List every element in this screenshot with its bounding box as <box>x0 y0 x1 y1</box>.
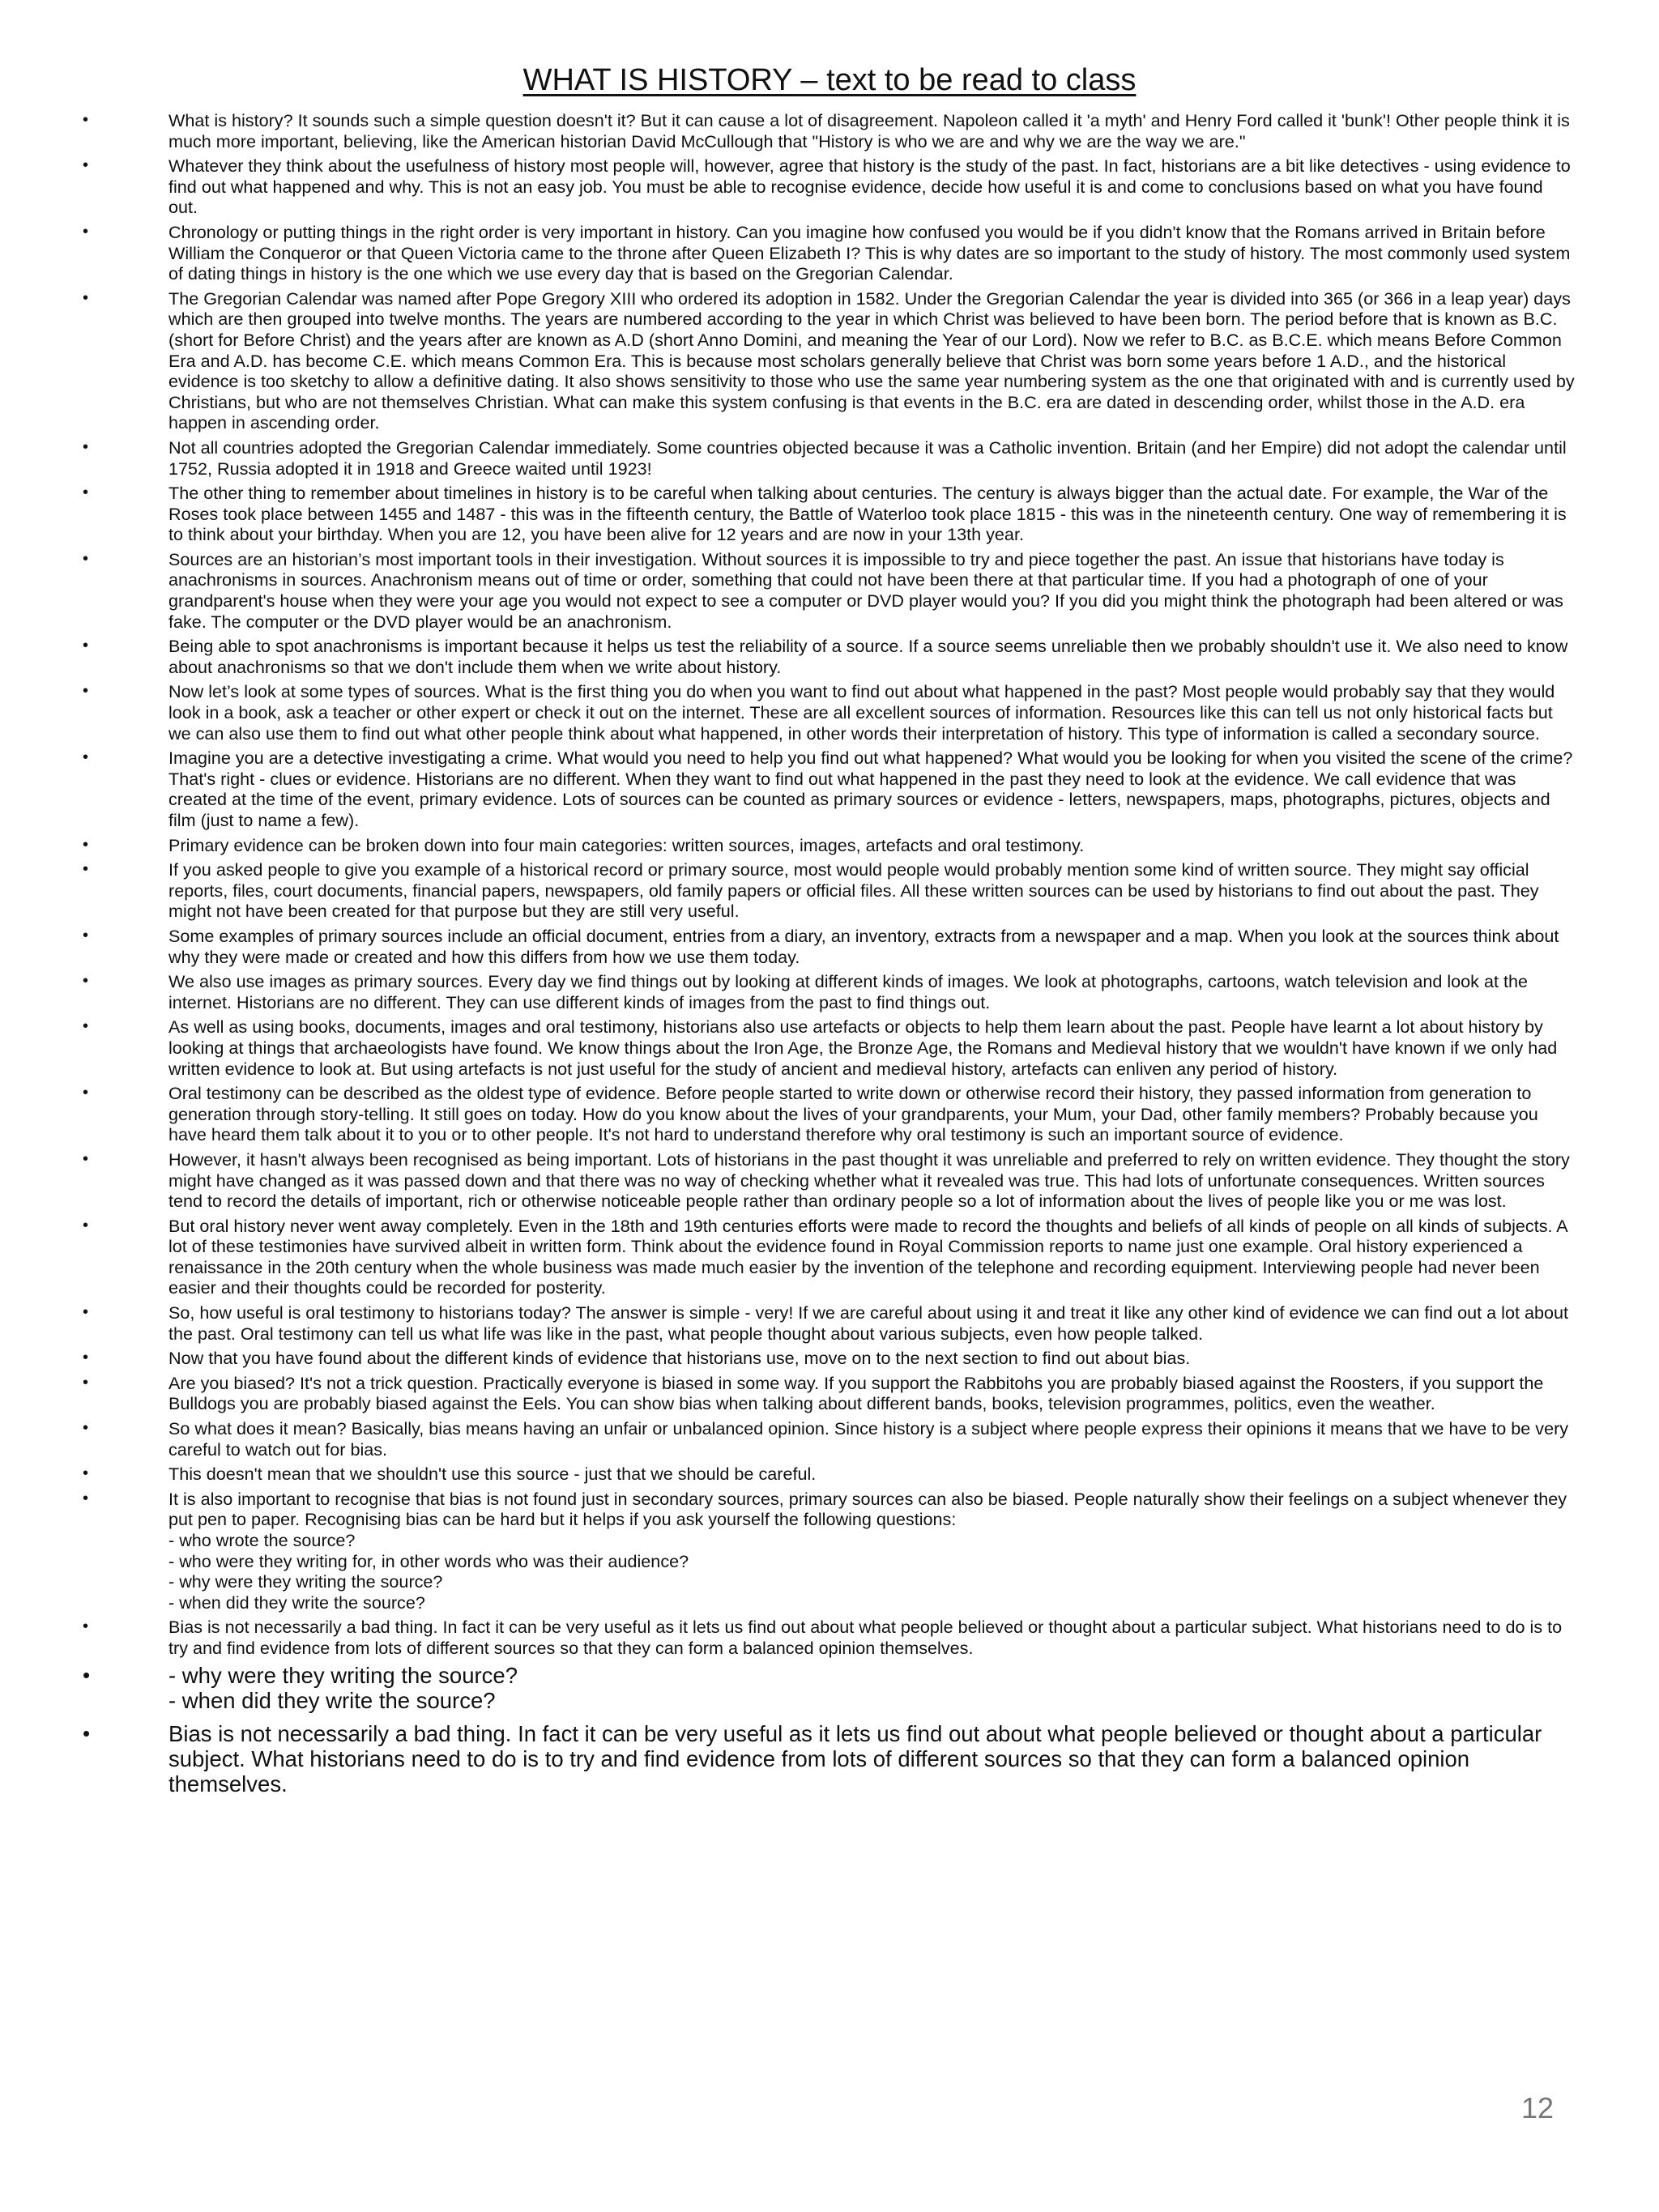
bullet-icon: • <box>83 637 89 655</box>
list-item <box>0 748 1659 830</box>
bullet-icon: • <box>83 1419 89 1438</box>
paragraph-text: Chronology or putting things in the right order is very important in history. Can you imagine how confused you would be if you didn't know that the Romans arrived in Britain before William the Conqueror or that Queen Victoria came to the throne after Queen Elizabeth I? This is why dates are so important to the study of history. The most commonly used system of dating things in history is the one which we use every day that is based on the Gregorian Calendar. <box>168 221 1571 284</box>
paragraph-text: Sources are an historian’s most important tools in their investigation. Without sources it is impossible to try and piece together the past. An issue that historians have today is anachronisms in sources. Anachronism means out of time or order, something that could not have been there at that particular time. If you had a photograph of one of your grandparent's house when they were your age you would not expect to see a computer or DVD player would you? If you did you might think the photograph had been altered or was fake. The computer or the DVD player would be an anachronism. <box>168 548 1563 632</box>
page-title: WHAT IS HISTORY – text to be read to class <box>522 63 1137 97</box>
list-item <box>0 1721 1659 1796</box>
list-item <box>0 156 1659 218</box>
list-item <box>0 681 1659 744</box>
list-item <box>0 1216 1659 1298</box>
paragraph-text: What is history? It sounds such a simple question doesn't it? But it can cause a lot of disagreement. Napoleon called it 'a myth' and Henry Ford called it 'bunk'! Other people think it is much more important, believing, like the American historian David McCullough that "History is who we are and why we are the way we are." <box>168 110 1570 151</box>
bullet-icon: • <box>83 437 89 456</box>
list-item <box>0 926 1659 967</box>
paragraph-text: As well as using books, documents, images and oral testimony, historians also use artefacts or objects to help them learn about the past. People have learnt a lot about history by looking at things that archaeologists have found. We know things about the Iron Age, the Bronze Age, the Romans and Medieval history that we wouldn't have known if we only had written evidence to look at. But using artefacts is not just useful for the study of ancient and medieval history, artefacts can enliven any period of history. <box>168 1016 1558 1079</box>
bullet-icon: • <box>83 1349 89 1367</box>
paragraph-text: This doesn't mean that we shouldn't use this source - just that we should be careful. <box>168 1464 817 1485</box>
paragraph-text: Being able to spot anachronisms is important because it helps us test the reliability of a source. If a source seems unreliable then we probably shouldn't use it. We also need to know about anachronisms so that we don't include them when we write about history. <box>168 636 1568 677</box>
bullet-icon: • <box>83 1017 89 1036</box>
paragraph-text: The other thing to remember about timelines in history is to be careful when talking about centuries. The century is always bigger than the actual date. For example, the War of the Roses took place between 1455 and 1487 - this was in the fifteenth century, the Battle of Waterloo took place 1815 - this was in the nineteenth century. One way of remembering it is to think about your birthday. When you are 12, you have been alive for 12 years and are now in your 13th year. <box>168 483 1567 545</box>
paragraph-text: So, how useful is oral testimony to historians today? The answer is simple - very! If we are careful about using it and treat it like any other kind of evidence we can find out a lot about the past. Oral testimony can tell us what life was like in the past, what people thought about various subjects, even how people talked. <box>168 1302 1569 1344</box>
paragraph-text: Not all countries adopted the Gregorian Calendar immediately. Some countries objected because it was a Catholic invention. Britain (and her Empire) did not adopt the calendar until 1752, Russia adopted it in 1918 and Greece waited until 1923! <box>168 437 1567 479</box>
bullet-icon: • <box>83 1303 89 1322</box>
bullet-icon: • <box>83 972 89 991</box>
bullet-icon: • <box>83 748 89 767</box>
paragraph-text: Bias is not necessarily a bad thing. In fact it can be very useful as it lets us find out about what people believed or thought about a particular subject. What historians need to do is to try and find evidence from lots of different sources so that they can form a balanced opinion themselves. <box>168 1617 1563 1658</box>
bullet-icon: • <box>83 682 89 701</box>
paragraph-text: Whatever they think about the usefulness of history most people will, however, agree that history is the study of the past. In fact, historians are a bit like detectives - using evidence to find out what happened and why. This is not an easy job. You must be able to recognise evidence, decide how useful it is and come to conclusions based on what you have found out. <box>168 156 1571 218</box>
list-item <box>0 1464 1659 1485</box>
list-item <box>0 222 1659 284</box>
list-item <box>0 1418 1659 1460</box>
list-item <box>0 835 1659 856</box>
bullet-icon: • <box>83 222 89 241</box>
list-item <box>0 636 1659 677</box>
paragraph-text: Some examples of primary sources include an official document, entries from a diary, an inventory, extracts from a newspaper and a map. When you look at the sources think about why they were made or created and how this differs from how we use them today. <box>168 925 1559 967</box>
paragraph-text: - why were they writing the source? - when did they write the source? <box>168 1662 518 1713</box>
paragraph-text: We also use images as primary sources. Every day we find things out by looking at different kinds of images. We look at photographs, cartoons, watch television and look at the internet. Historians are no different. They can use different kinds of images from the past to find things out. <box>168 971 1529 1012</box>
paragraph-text: Now that you have found about the different kinds of evidence that historians use, move on to the next section to find out about bias. <box>168 1348 1191 1369</box>
bullet-icon: • <box>83 111 89 129</box>
paragraph-text: Oral testimony can be described as the oldest type of evidence. Before people started to write down or otherwise record their history, they passed information from generation to generation through story-telling. It still goes on today. How do you know about the lives of your grandparents, your Mum, your Dad, other family members? Probably because you have heard them talk about it to you or to other people. It's not hard to understand therefore why oral testimony is such an important source of evidence. <box>168 1083 1538 1145</box>
bullet-icon: • <box>83 860 89 879</box>
page-number: 12 <box>1520 2091 1554 2125</box>
list-item <box>0 859 1659 922</box>
paragraph-text: Primary evidence can be broken down into four main categories: written sources, images, artefacts and oral testimony. <box>168 834 1085 855</box>
bullet-icon: • <box>83 1617 89 1636</box>
list-item <box>0 437 1659 479</box>
list-item <box>0 288 1659 433</box>
bullet-icon: • <box>83 926 89 944</box>
bullet-icon: • <box>83 835 89 854</box>
paragraph-text: Imagine you are a detective investigating a crime. What would you need to help you find out what happened? What would you be looking for when you visited the scene of the crime? That's right - clues or evidence. Historians are no different. When they want to find out what happened in the past they need to look at the evidence. We call evidence that was created at the time of the event, primary evidence. Lots of sources can be counted as primary sources or evidence - letters, newspapers, maps, photographs, pictures, objects and film (just to name a few). <box>168 748 1573 830</box>
bullet-icon: • <box>83 549 89 568</box>
paragraph-text: It is also important to recognise that bias is not found just in secondary sources, primary sources can also be biased. People naturally show their feelings on a subject whenever they put pen to paper. Recognising bias can be hard but it helps if you ask yourself the following questions: - who wrote the source? - who were they writing for, in other words who was their audience? - why were they writing the source? - when did they write the source? <box>168 1488 1567 1613</box>
bullet-icon: • <box>83 1216 89 1234</box>
list-item <box>0 1016 1659 1079</box>
list-item <box>0 1373 1659 1414</box>
bullet-icon: • <box>83 288 89 307</box>
list-item <box>0 110 1659 151</box>
list-item <box>0 1083 1659 1145</box>
list-item <box>0 1302 1659 1344</box>
paragraph-text: However, it hasn't always been recognised as being important. Lots of historians in the past thought it was unreliable and preferred to rely on written evidence. They thought the story might have changed as it was passed down and that there was no way of checking whether what it revealed was true. This had lots of unfortunate consequences. Written sources tend to record the details of important, rich or otherwise noticeable people rather than ordinary people so a lot of information about the lives of people like you or me was lost. <box>168 1149 1570 1212</box>
bullet-icon: • <box>83 1373 89 1392</box>
bullet-icon: • <box>83 1720 91 1745</box>
paragraph-text: The Gregorian Calendar was named after Pope Gregory XIII who ordered its adoption in 1582. Under the Gregorian Calendar the year is divided into 365 (or 366 in a leap year) days which are then grouped into twelve months. The years are numbered according to the year in which Christ was believed to have been born. The period before that is known as B.C. (short for Before Christ) and the years after are known as A.D (short Anno Domini, and meaning the Year of our Lord). Now we refer to B.C. as B.C.E. which means Before Common Era and A.D. has become C.E. which means Common Era. This is because most scholars generally believe that Christ was born some years before 1 A.D., and the historical evidence is too sketchy to allow a definitive dating. It also shows sensitivity to those who use the same year numbering system as the one that originated with and is currently used by Christians, but who are not themselves Christian. What can make this system confusing is that events in the B.C. era are dated in descending order, whilst those in the A.D. era happen in ascending order. <box>168 288 1575 433</box>
bullet-icon: • <box>83 484 89 502</box>
bullet-icon: • <box>83 1149 89 1168</box>
paragraph-text: So what does it mean? Basically, bias means having an unfair or unbalanced opinion. Since history is a subject where people express their opinions it means that we have to be very careful to watch out for bias. <box>168 1418 1569 1460</box>
list-item <box>0 1348 1659 1369</box>
bullet-icon: • <box>83 1662 91 1687</box>
bullet-icon: • <box>83 156 89 175</box>
paragraph-text: Now let’s look at some types of sources. What is the first thing you do when you want to find out about what happened in the past? Most people would probably say that they would look in a book, ask a teacher or other expert or check it out on the internet. These are all excellent sources of information. Resources like this can tell us not only historical facts but we can also use them to find out what other people think about what happened, in other words their interpretation of history. This type of information is called a secondary source. <box>168 681 1555 744</box>
bullet-icon: • <box>83 1084 89 1102</box>
list-item <box>0 1617 1659 1658</box>
bullet-icon: • <box>83 1489 89 1507</box>
list-item <box>0 1489 1659 1613</box>
bullet-icon: • <box>83 1464 89 1483</box>
paragraph-text: Are you biased? It's not a trick question. Practically everyone is biased in some way. If you support the Rabbitohs you are probably biased against the Roosters, if you support the Bulldogs you are probably biased against the Eels. You can show bias when talking about different bands, books, television programmes, politics, even the weather. <box>168 1372 1544 1414</box>
paragraph-list <box>0 110 1659 1805</box>
list-item <box>0 1149 1659 1212</box>
paragraph-text: Bias is not necessarily a bad thing. In fact it can be very useful as it lets us find out about what people believed or thought about a particular subject. What historians need to do is to try and find evidence from lots of different sources so that they can form a balanced opinion themselves. <box>168 1720 1542 1796</box>
paragraph-text: But oral history never went away completely. Even in the 18th and 19th centuries efforts were made to record the thoughts and beliefs of all kinds of people on all kinds of subjects. A lot of these testimonies have survived albeit in written form. Think about the evidence found in Royal Commission reports to name just one example. Oral history experienced a renaissance in the 20th century when the whole business was made much easier by the invention of the telephone and recording equipment. Interviewing people had never been easier and their thoughts could be recorded for posterity. <box>168 1215 1567 1298</box>
paragraph-text: If you asked people to give you example of a historical record or primary source, most would people would probably mention some kind of written source. They might say official reports, files, court documents, financial papers, newspapers, old family papers or official files. All these written sources can be used by historians to find out about the past. They might not have been created for that purpose but they are still very useful. <box>168 859 1539 922</box>
list-item <box>0 483 1659 545</box>
list-item <box>0 971 1659 1012</box>
list-item <box>0 549 1659 632</box>
list-item <box>0 1663 1659 1713</box>
